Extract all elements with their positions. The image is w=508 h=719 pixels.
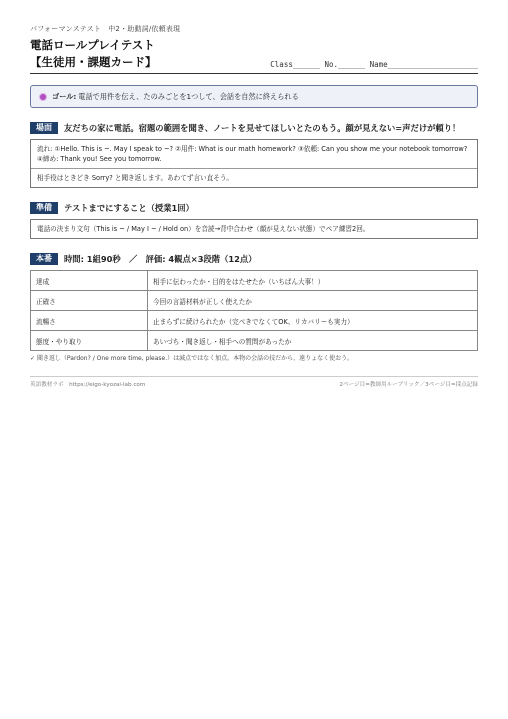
table-row: [31, 311, 478, 331]
scene-heading: [30, 122, 478, 134]
prep-section: [30, 202, 478, 239]
prep-body: 電話の決まり文句（This is ~ / May I ~ / Hold on）を音読→背中合わせ（顔が見えない状態）でペア練習2回。: [37, 225, 370, 233]
scene-text: 友だちの家に電話。宿題の範囲を聞き、ノートを見せてほしいとたのもう。顔が見えない=声だけが頼り！: [64, 123, 461, 133]
goal-text: 電話で用件を伝え、たのみごとを1つして、会話を自然に終えられる: [78, 91, 299, 101]
prep-text: テストまでにすること（授業1回）: [64, 203, 194, 213]
footer-page-guide: 2ページ目=教師用ルーブリック／3ページ目=採点記録: [339, 382, 478, 388]
rubric-table: [30, 270, 478, 351]
header-divider: [30, 73, 478, 74]
partner-note: 相手役はときどき Sorry? と聞き返します。あわてず言い直そう。: [31, 168, 477, 187]
rubric-criterion: 流暢さ: [31, 311, 148, 331]
scene-tag: 場面: [30, 122, 58, 134]
main-tag: 本番: [30, 253, 58, 265]
scene-box: [30, 139, 478, 188]
conversation-flow: 流れ: ①Hello. This is ~. May I speak to ~? ②用件: What is our math homework? ③依頼: Can you show me your notebook tomorrow? ④締め: Thank you! See you tomorrow.: [37, 145, 468, 163]
worksheet-page: [30, 24, 478, 362]
course-kicker: パフォーマンステスト 中2・助動詞/依頼表現: [30, 25, 181, 33]
goal-label: ゴール:: [52, 91, 77, 101]
rubric-criterion: 達成: [31, 271, 148, 291]
table-row: [31, 331, 478, 351]
footer-source: 英語教材ラボ https://eigo-kyozai-lab.com: [30, 382, 146, 388]
target-icon: [39, 93, 47, 101]
rubric-criterion: 正確さ: [31, 291, 148, 311]
rubric-description: あいづち・聞き返し・相手への質問があったか: [148, 331, 478, 351]
page-footer: [30, 376, 478, 388]
page-subtitle: 【生徒用・課題カード】: [30, 55, 157, 69]
main-text: 時間: 1組90秒 ／ 評価: 4観点×3段階（12点）: [64, 254, 257, 264]
subtitle-row: [30, 54, 478, 70]
prep-heading: [30, 202, 478, 214]
prep-tag: 準備: [30, 202, 58, 214]
rubric-note: ✓ 聞き返し（Pardon? / One more time, please.）は減点ではなく加点。本物の会話の技だから、遠りょなく使おう。: [30, 355, 354, 362]
prep-box: [30, 219, 478, 239]
rubric-description: 今回の言語材料が正しく使えたか: [148, 291, 478, 311]
student-info-fields: Class______ No.______ Name____________________: [270, 60, 478, 69]
rubric-description: 相手に伝わったか・目的をはたせたか（いちばん大事！）: [148, 271, 478, 291]
rubric-description: 止まらずに続けられたか（完ぺきでなくてOK、リカバリーも実力）: [148, 311, 478, 331]
main-heading: [30, 253, 478, 265]
goal-box: [30, 85, 478, 108]
table-row: [31, 291, 478, 311]
table-row: [31, 271, 478, 291]
main-section: [30, 253, 478, 362]
rubric-criterion: 態度・やり取り: [31, 331, 148, 351]
page-title: 電話ロールプレイテスト: [30, 38, 155, 52]
scene-section: [30, 122, 478, 188]
